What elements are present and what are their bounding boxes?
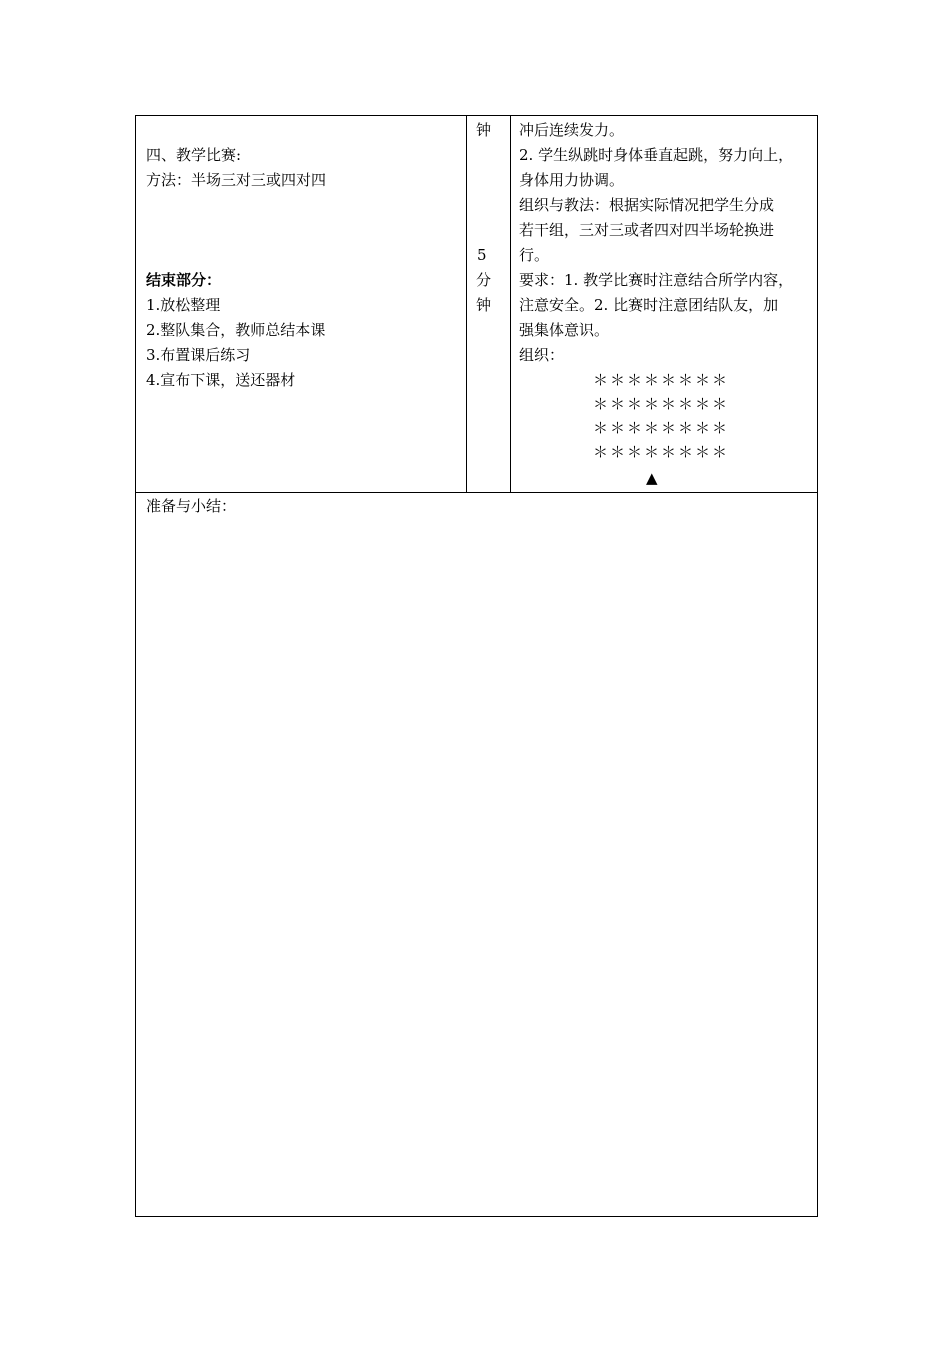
lesson-plan-table [135,115,818,1217]
summary-label: 准备与小结： [146,497,237,515]
ending-item: 4.宣布下课，送还器材 [146,371,296,389]
ending-unit-1: 分 [476,271,492,289]
ending-item: 1.放松整理 [146,296,221,314]
lesson-row [136,116,817,493]
formation-row: ＊＊＊＊＊＊＊＊ [593,371,730,389]
org-line: 身体用力协调。 [519,171,625,189]
formation-row: ＊＊＊＊＊＊＊＊ [593,443,730,461]
org-line: 组织： [519,346,565,364]
ending-item: 2.整队集合，教师总结本课 [146,321,326,339]
section4-method: 方法：半场三对三或四对四 [146,171,327,189]
ending-unit-2: 钟 [476,296,492,314]
org-line: 组织与教法：根据实际情况把学生分成 [519,196,775,214]
org-line: 强集体意识。 [519,321,610,339]
organization-column [511,116,817,492]
org-line: 若干组，三对三或者四对四半场轮换进 [519,221,775,239]
formation-row: ＊＊＊＊＊＊＊＊ [593,395,730,413]
org-line: 注意安全。2. 比赛时注意团结队友，加 [519,296,779,314]
time-column [467,116,511,492]
ending-item: 3.布置课后练习 [146,346,251,364]
section4-title: 四、教学比赛: [146,146,242,164]
ending-title: 结束部分： [146,271,222,289]
content-column [136,116,467,492]
ending-minutes: 5 [477,246,487,264]
summary-section [136,493,817,1216]
time-top-char: 钟 [476,121,492,139]
org-line: 2. 学生纵跳时身体垂直起跳，努力向上， [519,146,794,164]
org-line: 要求：1. 教学比赛时注意结合所学内容， [519,271,794,289]
org-line: 行。 [519,246,550,264]
formation-row: ＊＊＊＊＊＊＊＊ [593,419,730,437]
org-line: 冲后连续发力。 [519,121,625,139]
teacher-position-icon: ▲ [646,469,658,487]
